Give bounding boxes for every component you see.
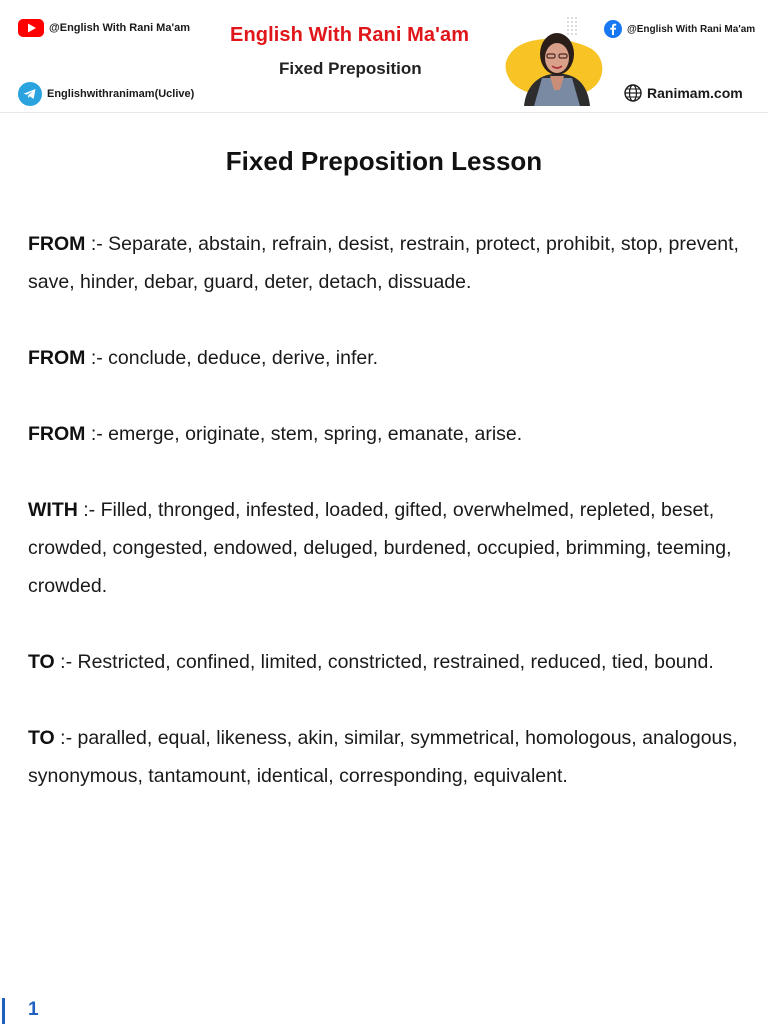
website-link[interactable] — [624, 84, 743, 102]
preposition-entry — [28, 339, 740, 377]
preposition-entry — [28, 643, 740, 681]
preposition-entry — [28, 225, 740, 301]
telegram-handle: Englishwithranimam(Uclive) — [47, 88, 195, 100]
preposition-keyword: FROM — [28, 423, 86, 445]
preposition-words: :- emerge, originate, stem, spring, emanate, arise. — [85, 423, 523, 445]
brand-title: English With Rani Ma'am — [230, 24, 470, 46]
globe-icon — [624, 84, 642, 102]
preposition-keyword: FROM — [28, 347, 86, 369]
page-number-accent-bar — [2, 998, 5, 1024]
preposition-words: :- conclude, deduce, derive, infer. — [85, 347, 379, 369]
brand-subtitle: Fixed Preposition — [279, 59, 422, 78]
preposition-entry — [28, 719, 740, 795]
page-number: 1 — [28, 999, 39, 1020]
youtube-icon — [18, 19, 44, 37]
youtube-link[interactable] — [18, 19, 190, 37]
lesson-content — [28, 225, 740, 833]
dot-grid-decoration — [567, 17, 577, 35]
preposition-entry — [28, 491, 740, 605]
telegram-link[interactable] — [18, 82, 194, 106]
page-header — [0, 0, 768, 113]
preposition-keyword: WITH — [28, 499, 78, 521]
preposition-entry — [28, 415, 740, 453]
preposition-words: :- Separate, abstain, refrain, desist, restrain, protect, prohibit, stop, prevent, save, hinder, debar, guard, deter, detach, dissuade. — [28, 233, 739, 293]
youtube-handle: @English With Rani Ma'am — [49, 22, 190, 34]
website-url: Ranimam.com — [647, 85, 743, 101]
facebook-icon — [604, 20, 622, 38]
facebook-link[interactable] — [604, 20, 755, 38]
preposition-words: :- paralled, equal, likeness, akin, similar, symmetrical, homologous, analogous, synonymous, tantamount, identical, corresponding, equivalent. — [28, 727, 738, 787]
preposition-words: :- Restricted, confined, limited, constricted, restrained, reduced, tied, bound. — [54, 651, 714, 673]
teacher-portrait-image — [502, 14, 610, 106]
preposition-keyword: TO — [28, 727, 55, 749]
page-title: Fixed Preposition Lesson — [225, 146, 543, 176]
preposition-keyword: TO — [28, 651, 55, 673]
preposition-words: :- Filled, thronged, infested, loaded, gifted, overwhelmed, repleted, beset, crowded, congested, endowed, deluged, burdened, occupied, brimming, teeming, crowded. — [28, 499, 732, 597]
telegram-icon — [18, 82, 42, 106]
facebook-handle: @English With Rani Ma'am — [627, 23, 756, 35]
preposition-keyword: FROM — [28, 233, 86, 255]
